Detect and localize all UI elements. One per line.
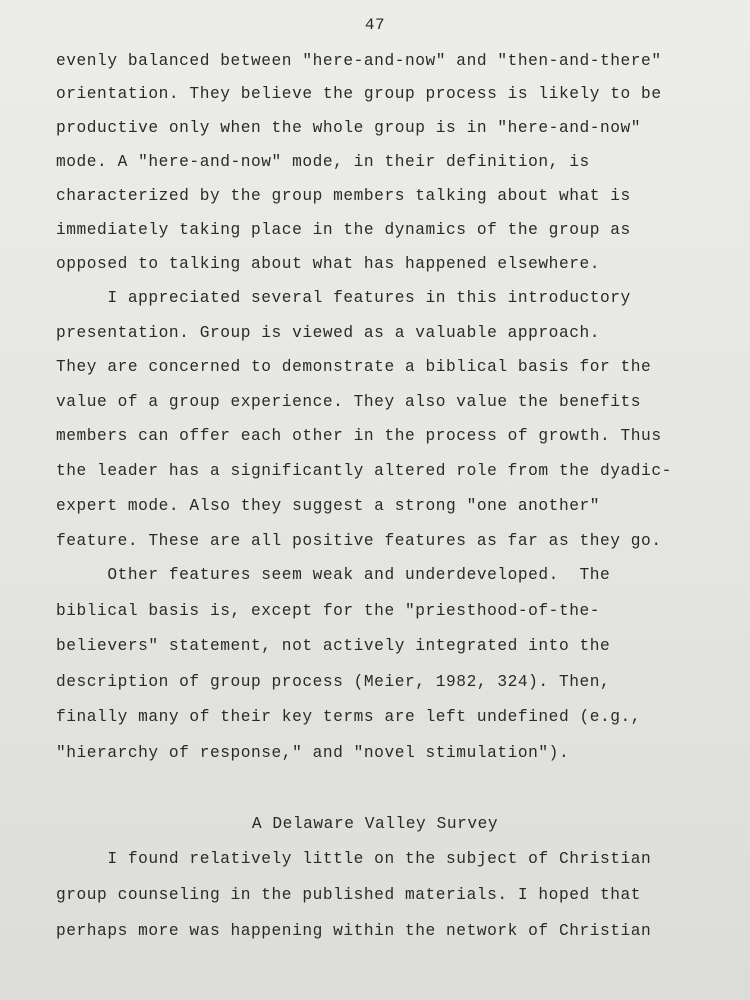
text-line: I appreciated several features in this introductory [56, 289, 631, 307]
text-line: description of group process (Meier, 1982, 324). Then, [56, 673, 611, 691]
text-line: I found relatively little on the subject of Christian [56, 850, 652, 868]
text-line: biblical basis is, except for the "priesthood-of-the- [56, 602, 600, 620]
text-line: presentation. Group is viewed as a valuable approach. [56, 324, 600, 342]
text-line: expert mode. Also they suggest a strong "one another" [56, 497, 600, 515]
text-line: perhaps more was happening within the network of Christian [56, 922, 652, 940]
text-line: group counseling in the published materials. I hoped that [56, 886, 642, 904]
text-line: evenly balanced between "here-and-now" and "then-and-there" [56, 52, 662, 70]
text-line: Other features seem weak and underdeveloped. The [56, 566, 611, 584]
text-line: the leader has a significantly altered role from the dyadic- [56, 462, 672, 480]
text-line: orientation. They believe the group process is likely to be [56, 85, 662, 103]
text-line: "hierarchy of response," and "novel stimulation"). [56, 744, 570, 762]
text-line: They are concerned to demonstrate a biblical basis for the [56, 358, 652, 376]
text-line: productive only when the whole group is in "here-and-now" [56, 119, 642, 137]
text-line: believers" statement, not actively integrated into the [56, 637, 611, 655]
text-line: feature. These are all positive features as far as they go. [56, 532, 662, 550]
text-line: members can offer each other in the process of growth. Thus [56, 427, 662, 445]
page-number: 47 [364, 16, 386, 34]
text-line: finally many of their key terms are left undefined (e.g., [56, 708, 642, 726]
section-heading: A Delaware Valley Survey [251, 815, 499, 833]
text-line: characterized by the group members talking about what is [56, 187, 631, 205]
text-line: value of a group experience. They also value the benefits [56, 393, 642, 411]
text-line: mode. A "here-and-now" mode, in their definition, is [56, 153, 590, 171]
text-line: opposed to talking about what has happened elsewhere. [56, 255, 600, 273]
text-line: immediately taking place in the dynamics of the group as [56, 221, 631, 239]
